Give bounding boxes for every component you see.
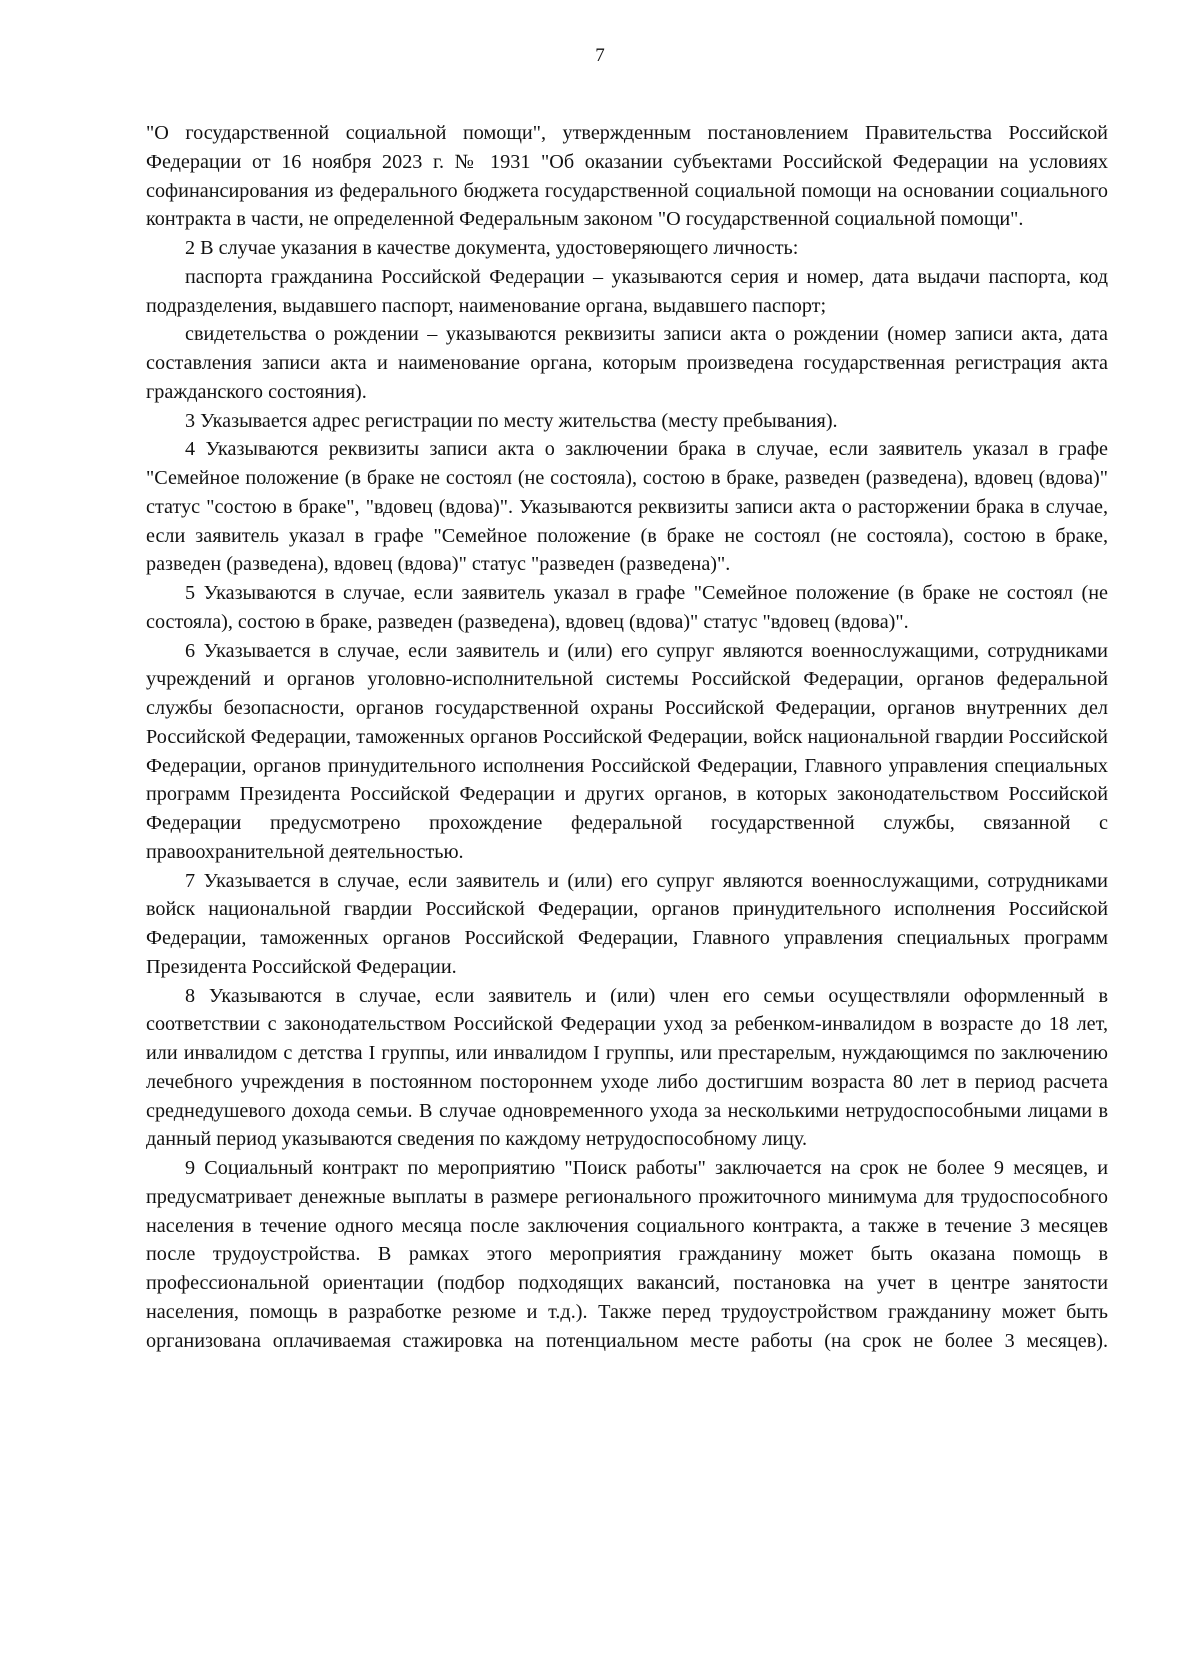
footnote-3: 3 Указывается адрес регистрации по месту жительства (месту пребывания). (185, 409, 838, 432)
page-number: 7 (595, 45, 605, 66)
footnote-4: 4 Указываются реквизиты записи акта о заключении брака в случае, если заявитель указал в графе "Семейное положение (в браке не состоял (не состояла), состою в браке, разведен (разведена), вдовец (вдова)" статус "состою в браке", "вдовец (вдова)". Указываются реквизиты записи акта о расторжении брака в случае, если заявитель указал в графе "Семейное положение (в браке не состоял (не состояла), состою в браке, разведен (разведена), вдовец (вдова)" статус "разведен (разведена)". (146, 438, 1108, 576)
paragraph-continuation: "О государственной социальной помощи", утвержденным постановлением Правительства Российской Федерации от 16 ноября 2023 г. № 1931 "Об оказании субъектами Российской Федерации на условиях софинансирования из федерального бюджета государственной социальной помощи на основании социального контракта в части, не определенной Федеральным законом "О государственной социальной помощи". (146, 122, 1108, 231)
footnote-7: 7 Указывается в случае, если заявитель и (или) его супруг являются военнослужащими, сотрудниками войск национальной гвардии Российской Федерации, органов принудительного исполнения Российской Федерации, таможенных органов Российской Федерации, Главного управления специальных программ Президента Российской Федерации. (146, 869, 1108, 978)
footnote-5: 5 Указываются в случае, если заявитель указал в графе "Семейное положение (в браке не состоял (не состояла), состою в браке, разведен (разведена), вдовец (вдова)" статус "вдовец (вдова)". (146, 582, 1108, 633)
footnote-2: 2 В случае указания в качестве документа, удостоверяющего личность: (185, 237, 799, 259)
footnote-2-passport: паспорта гражданина Российской Федерации – указываются серия и номер, дата выдачи паспорта, код подразделения, выдавшего паспорт, наименование органа, выдавшего паспорт; (146, 265, 1108, 317)
footnote-2-birth-certificate: свидетельства о рождении – указываются реквизиты записи акта о рождении (номер записи акта, дата составления записи акта и наименование органа, которым произведена государственная регистрация акта гражданского состояния). (146, 323, 1108, 403)
footnote-6: 6 Указывается в случае, если заявитель и (или) его супруг являются военнослужащими, сотрудниками учреждений и органов уголовно-исполнительной системы Российской Федерации, органов федеральной службы безопасности, органов государственной охраны Российской Федерации, органов внутренних дел Российской Федерации, таможенных органов Российской Федерации, войск национальной гвардии Российской Федерации, органов принудительного исполнения Российской Федерации, Главного управления специальных программ Президента Российской Федерации и других органов, в которых законодательством Российской Федерации предусмотрено прохождение федеральной государственной службы, связанной с правоохранительной деятельностью. (146, 639, 1108, 863)
document-body (146, 119, 1108, 1355)
footnote-9: 9 Социальный контракт по мероприятию "Поиск работы" заключается на срок не более 9 месяцев, и предусматривает денежные выплаты в размере регионального прожиточного минимума для трудоспособного населения в течение одного месяца после заключения социального контракта, а также в течение 3 месяцев после трудоустройства. В рамках этого мероприятия гражданину может быть оказана помощь в профессиональной ориентации (подбор подходящих вакансий, постановка на учет в центре занятости населения, помощь в разработке резюме и т.д.). Также перед трудоустройством гражданину может быть организована оплачиваемая стажировка на потенциальном месте работы (на срок не более 3 месяцев). (146, 1157, 1108, 1352)
footnote-8: 8 Указываются в случае, если заявитель и (или) член его семьи осуществляли оформленный в соответствии с законодательством Российской Федерации уход за ребенком-инвалидом в возрасте до 18 лет, или инвалидом с детства I группы, или инвалидом I группы, или престарелым, нуждающимся по заключению лечебного учреждения в постоянном постороннем уходе либо достигшим возраста 80 лет в период расчета среднедушевого дохода семьи. В случае одновременного ухода за несколькими нетрудоспособными лицами в данный период указываются сведения по каждому нетрудоспособному лицу. (146, 984, 1108, 1151)
